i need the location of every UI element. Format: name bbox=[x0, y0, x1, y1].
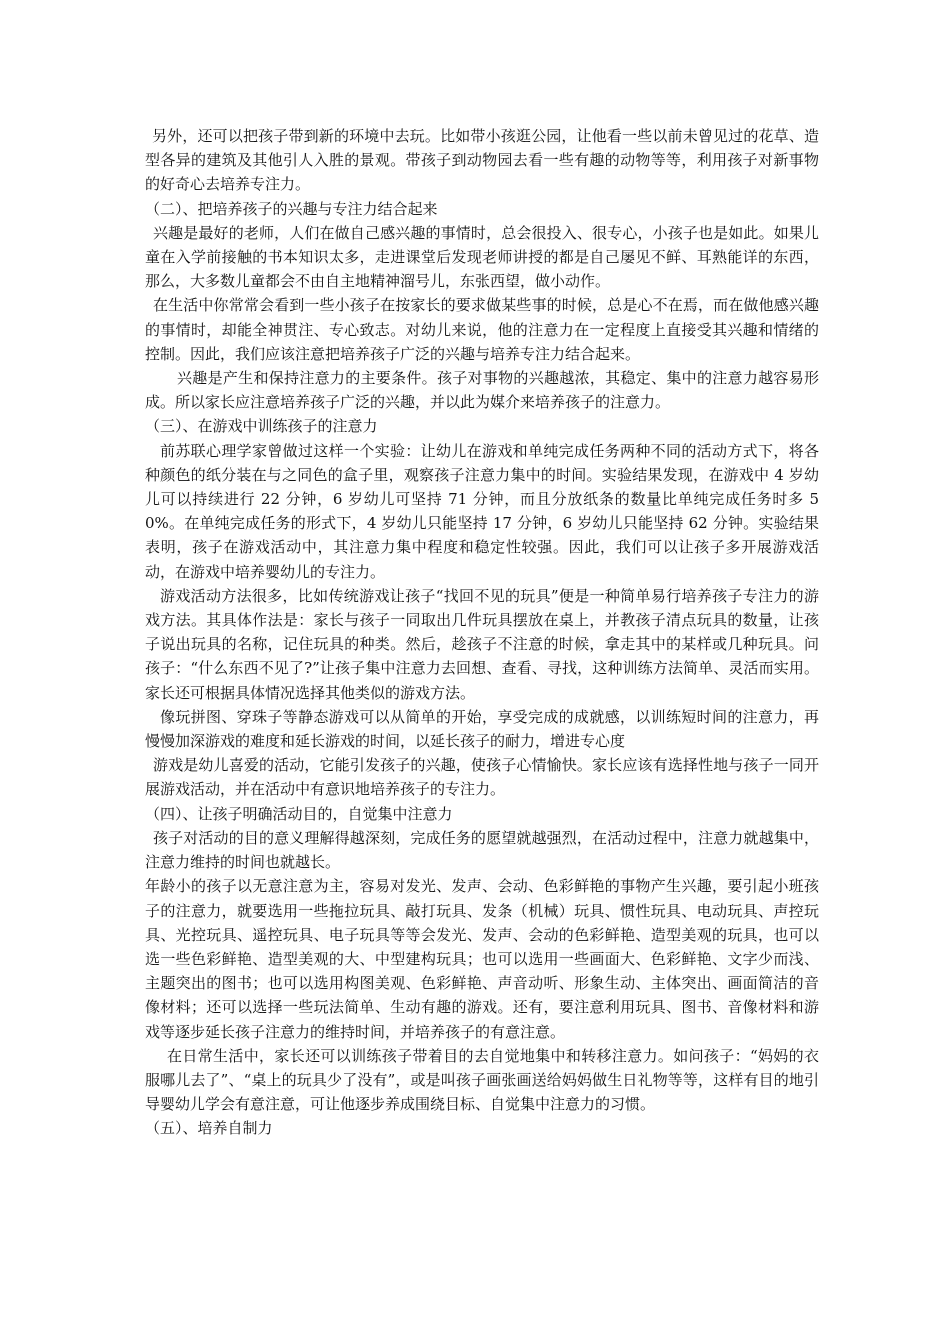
section-heading: （三）、在游戏中训练孩子的注意力 bbox=[145, 417, 378, 436]
section-heading: （五）、培养自制力 bbox=[145, 1119, 273, 1138]
paragraph: 孩子对活动的目的意义理解得越深刻，完成任务的愿望就越强烈，在活动过程中，注意力就越集中，注意力维持的时间也就越长。 bbox=[145, 828, 819, 872]
paragraph: 另外，还可以把孩子带到新的环境中去玩。比如带小孩逛公园，让他看一些以前未曾见过的花草、造型各异的建筑及其他引人入胜的景观。带孩子到动物园去看一些有趣的动物等等，利用孩子对新事物的好奇心去培养专注力。 bbox=[145, 127, 819, 194]
paragraph: 游戏活动方法很多，比如传统游戏让孩子“找回不见的玩具”便是一种简单易行培养孩子专注力的游戏方法。其具体作法是：家长与孩子一同取出几件玩具摆放在桌上，并教孩子清点玩具的数量，让孩子说出玩具的名称，记住玩具的种类。然后，趁孩子不注意的时候，拿走其中的某样或几种玩具。问孩子：“什么东西不见了?”让孩子集中注意力去回想、查看、寻找，这种训练方法简单、灵活而实用。家长还可根据具体情况选择其他类似的游戏方法。 bbox=[145, 586, 819, 702]
paragraph: 在生活中你常常会看到一些小孩子在按家长的要求做某些事的时候，总是心不在焉，而在做他感兴趣的事情时，却能全神贯注、专心致志。对幼儿来说，他的注意力在一定程度上直接受其兴趣和情绪的控制。因此，我们应该注意把培养孩子广泛的兴趣与培养专注力结合起来。 bbox=[145, 296, 819, 363]
section-heading: （四）、让孩子明确活动目的，自觉集中注意力 bbox=[145, 804, 453, 823]
paragraph: 前苏联心理学家曾做过这样一个实验：让幼儿在游戏和单纯完成任务两种不同的活动方式下，将各种颜色的纸分装在与之同色的盒子里，观察孩子注意力集中的时间。实验结果发现，在游戏中 4 岁幼儿可以持续进行 22 分钟，6 岁幼儿可坚持 71 分钟，而且分放纸条的数量比单纯完成任务时多 50%。在单纯完成任务的形式下，4 岁幼儿只能坚持 17 分钟，6 岁幼儿只能坚持 62 分钟。实验结果表明，孩子在游戏活动中，其注意力集中程度和稳定性较强。因此，我们可以让孩子多开展游戏活动，在游戏中培养婴幼儿的专注力。 bbox=[145, 441, 819, 581]
document-body bbox=[145, 124, 819, 1141]
paragraph: 像玩拼图、穿珠子等静态游戏可以从简单的开始，享受完成的成就感，以训练短时间的注意力，再慢慢加深游戏的难度和延长游戏的时间，以延长孩子的耐力，增进专心度 bbox=[145, 707, 819, 751]
section-heading: （二）、把培养孩子的兴趣与专注力结合起来 bbox=[145, 199, 438, 218]
paragraph: 年龄小的孩子以无意注意为主，容易对发光、发声、会动、色彩鲜艳的事物产生兴趣，要引起小班孩子的注意力，就要选用一些拖拉玩具、敲打玩具、发条（机械）玩具、惯性玩具、电动玩具、声控玩具、光控玩具、遥控玩具、电子玩具等等会发光、发声、会动的色彩鲜艳、造型美观的玩具，也可以选一些色彩鲜艳、造型美观的大、中型建构玩具；也可以选用一些画面大、色彩鲜艳、文字少而浅、主题突出的图书；也可以选用构图美观、色彩鲜艳、声音动听、形象生动、主体突出、画面简洁的音像材料；还可以选择一些玩法简单、生动有趣的游戏。还有，要注意利用玩具、图书、音像材料和游戏等逐步延长孩子注意力的维持时间，并培养孩子的有意注意。 bbox=[145, 877, 819, 1041]
paragraph: 游戏是幼儿喜爱的活动，它能引发孩子的兴趣，使孩子心情愉快。家长应该有选择性地与孩子一同开展游戏活动，并在活动中有意识地培养孩子的专注力。 bbox=[145, 756, 819, 799]
paragraph: 兴趣是最好的老师，人们在做自己感兴趣的事情时，总会很投入、很专心，小孩子也是如此。如果儿童在入学前接触的书本知识太多，走进课堂后发现老师讲授的都是自己屡见不鲜、耳熟能详的东西，那么，大多数儿童都会不由自主地精神溜号儿，东张西望，做小动作。 bbox=[145, 223, 819, 291]
paragraph: 在日常生活中，家长还可以训练孩子带着目的去自觉地集中和转移注意力。如问孩子：“妈妈的衣服哪儿去了”、“桌上的玩具少了没有”，或是叫孩子画张画送给妈妈做生日礼物等等，这样有目的地引导婴幼儿学会有意注意，可让他逐步养成围绕目标、自觉集中注意力的习惯。 bbox=[145, 1046, 819, 1114]
paragraph: 兴趣是产生和保持注意力的主要条件。孩子对事物的兴趣越浓，其稳定、集中的注意力越容易形成。所以家长应注意培养孩子广泛的兴趣，并以此为媒介来培养孩子的注意力。 bbox=[145, 369, 819, 412]
